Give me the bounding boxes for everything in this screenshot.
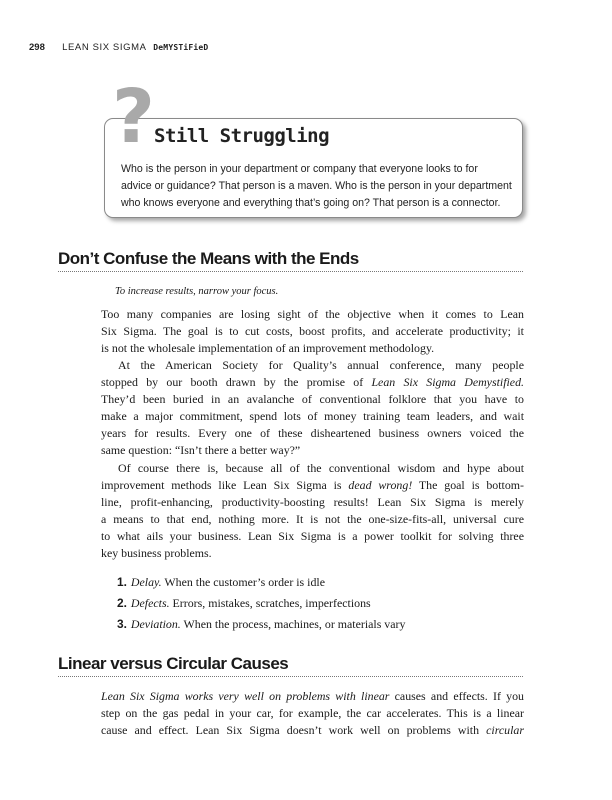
text-line: key business problems.: [101, 546, 212, 561]
text-line: a means to that end, nothing more. It is not the one-size-fits-all, universal cure: [101, 512, 524, 527]
text-line: [101, 477, 524, 494]
callout-title: Still Struggling: [154, 125, 330, 147]
running-head: [29, 42, 208, 56]
text-run: The goal is bottom-: [412, 478, 524, 493]
list-term: Delay.: [130, 575, 162, 589]
problem-list: [117, 572, 405, 635]
callout-line: advice or guidance? That person is a maven. Who is the person in your department: [121, 180, 512, 192]
section-heading-linear-circular: Linear versus Circular Causes: [58, 654, 289, 673]
heading-divider: [58, 271, 523, 272]
text-run: stopped by our booth drawn by the promise of: [101, 375, 372, 390]
text-run: cause and effect. Lean Six Sigma doesn’t work well on problems with: [101, 723, 487, 738]
text-line: At the American Society for Quality’s annual conference, many people: [118, 358, 524, 372]
emphasis-text: dead wrong!: [348, 478, 413, 493]
page-number: 298: [29, 42, 45, 53]
section-heading-means-ends: Don’t Confuse the Means with the Ends: [58, 249, 359, 268]
text-line: to what ails your business. Lean Six Sigma is a power toolkit for solving three: [101, 529, 524, 544]
emphasis-text: circular: [486, 723, 524, 738]
list-number: 3.: [117, 617, 127, 631]
paragraph-1: [101, 306, 524, 357]
list-item: [117, 572, 405, 593]
text-line: make a major commitment, spend lots of money training team leaders, and wait: [101, 409, 524, 424]
text-line: step on the gas pedal in your car, for example, the car accelerates. This is a linear: [101, 706, 524, 721]
list-term: Deviation.: [130, 617, 181, 631]
book-title: LEAN SIX SIGMA: [62, 42, 147, 53]
text-run: improvement methods like Lean Six Sigma is: [101, 478, 349, 493]
list-text: When the process, machines, or materials vary: [180, 617, 406, 631]
text-line: Six Sigma. The goal is to cut costs, boost profits, and accelerate productivity; it: [101, 324, 524, 339]
epigraph: To increase results, narrow your focus.: [115, 286, 279, 297]
paragraph-2: [101, 357, 524, 460]
text-run: causes and effects. If you: [389, 689, 524, 703]
text-line: Of course there is, because all of the conventional wisdom and hype about: [118, 461, 524, 475]
callout-line: Who is the person in your department or company that everyone looks to for: [121, 163, 478, 175]
list-text: Errors, mistakes, scratches, imperfections: [169, 596, 371, 610]
text-line: [101, 722, 524, 739]
list-item: [117, 593, 405, 614]
text-line: is not the wholesale implementation of an improvement methodology.: [101, 341, 435, 356]
text-line: They’d been buried in an avalanche of conventional folklore that you have to: [101, 392, 524, 407]
list-text: When the customer’s order is idle: [161, 575, 325, 589]
text-line: Too many companies are losing sight of the objective when it comes to Lean: [101, 307, 524, 321]
list-number: 2.: [117, 596, 127, 610]
list-term: Defects.: [130, 596, 170, 610]
text-line: [101, 688, 524, 705]
series-name: DeMYSTiFieD: [153, 43, 209, 52]
book-title-italic: Lean Six Sigma Demystified.: [371, 375, 524, 390]
text-line: same question: “Isn’t there a better way?”: [101, 443, 301, 458]
question-mark-icon: ?: [112, 74, 155, 160]
list-item: [117, 614, 405, 635]
list-number: 1.: [117, 575, 127, 589]
heading-divider: [58, 676, 523, 677]
paragraph-4: [101, 688, 524, 739]
callout-body: [121, 161, 517, 212]
text-line: years for results. Every one of these disheartened business owners voiced the: [101, 426, 524, 441]
text-line: [101, 374, 524, 391]
emphasis-text: Lean Six Sigma works very well on problems with linear: [101, 689, 390, 703]
paragraph-3: [101, 460, 524, 563]
callout-line: who knows everyone and everything that’s going on? That person is a connector.: [121, 197, 501, 209]
text-line: line, profit-enhancing, productivity-boosting results! Lean Six Sigma is merely: [101, 495, 524, 510]
